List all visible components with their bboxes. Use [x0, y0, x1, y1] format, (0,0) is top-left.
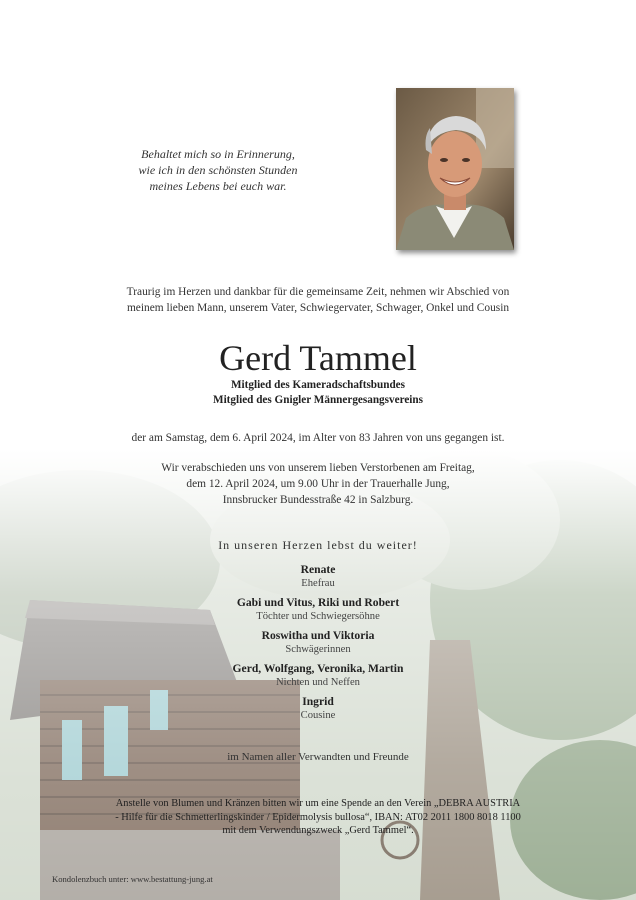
condolence-book-link[interactable]: Kondolenzbuch unter: www.bestattung-jung.at	[52, 874, 213, 884]
donation-request	[60, 797, 576, 838]
closing-line: im Namen aller Verwandten und Freunde	[227, 751, 409, 763]
funeral-line: Wir verabschieden uns von unserem lieben Verstorbenen am Freitag,	[161, 462, 475, 474]
mourner-name: Roswitha und Viktoria	[261, 629, 375, 642]
quote-line: Behaltet mich so in Erinnerung,	[141, 147, 295, 161]
mourner-relation: Nichten und Neffen	[276, 677, 360, 688]
donation-line: - Hilfe für die Schmetterlingskinder / Epidermolysis bullosa“, IBAN: AT02 2011 1800 8018 1100	[115, 811, 521, 823]
deceased-name: Gerd Tammel	[219, 338, 417, 378]
motto: In unseren Herzen lebst du weiter!	[218, 538, 418, 552]
membership-line: Mitglied des Gnigler Männergesangsvereins	[213, 394, 423, 406]
mourner-name: Gerd, Wolfgang, Veronika, Martin	[232, 662, 404, 675]
funeral-line: dem 12. April 2024, um 9.00 Uhr in der Trauerhalle Jung,	[186, 478, 450, 490]
mourner-relation: Cousine	[300, 710, 336, 721]
mourner-entry	[0, 661, 636, 690]
mourner-name: Ingrid	[302, 695, 334, 708]
mourner-entry	[0, 694, 636, 723]
mourner-relation: Ehefrau	[301, 578, 335, 589]
quote-line: wie ich in den schönsten Stunden	[138, 163, 298, 177]
intro-line: Traurig im Herzen und dankbar für die gemeinsame Zeit, nehmen wir Abschied von	[126, 286, 510, 298]
portrait-photo	[396, 88, 514, 250]
mourner-relation: Schwägerinnen	[285, 644, 351, 655]
mourner-name: Gabi und Vitus, Riki und Robert	[236, 596, 400, 609]
intro-line: meinem lieben Mann, unserem Vater, Schwiegervater, Schwager, Onkel und Cousin	[126, 302, 510, 314]
mourner-entry	[0, 628, 636, 657]
mourners-list	[0, 562, 636, 727]
donation-line: mit dem Verwendungszweck „Gerd Tammel“.	[222, 825, 414, 836]
intro-text	[60, 284, 576, 316]
quote-line: meines Lebens bei euch war.	[149, 179, 287, 193]
membership-line: Mitglied des Kameradschaftsbundes	[230, 379, 406, 391]
mourner-entry	[0, 562, 636, 591]
memberships	[0, 378, 636, 408]
funeral-details	[0, 460, 636, 508]
mourner-relation: Töchter und Schwiegersöhne	[256, 611, 380, 622]
mourner-name: Renate	[300, 563, 336, 576]
funeral-line: Innsbrucker Bundesstraße 42 in Salzburg.	[222, 494, 414, 506]
memorial-quote	[120, 146, 316, 194]
mourner-entry	[0, 595, 636, 624]
donation-line: Anstelle von Blumen und Kränzen bitten wir um eine Spende an den Verein „DEBRA AUSTRIA	[115, 798, 521, 809]
death-notice: der am Samstag, dem 6. April 2024, im Alter von 83 Jahren von uns gegangen ist.	[131, 432, 505, 444]
